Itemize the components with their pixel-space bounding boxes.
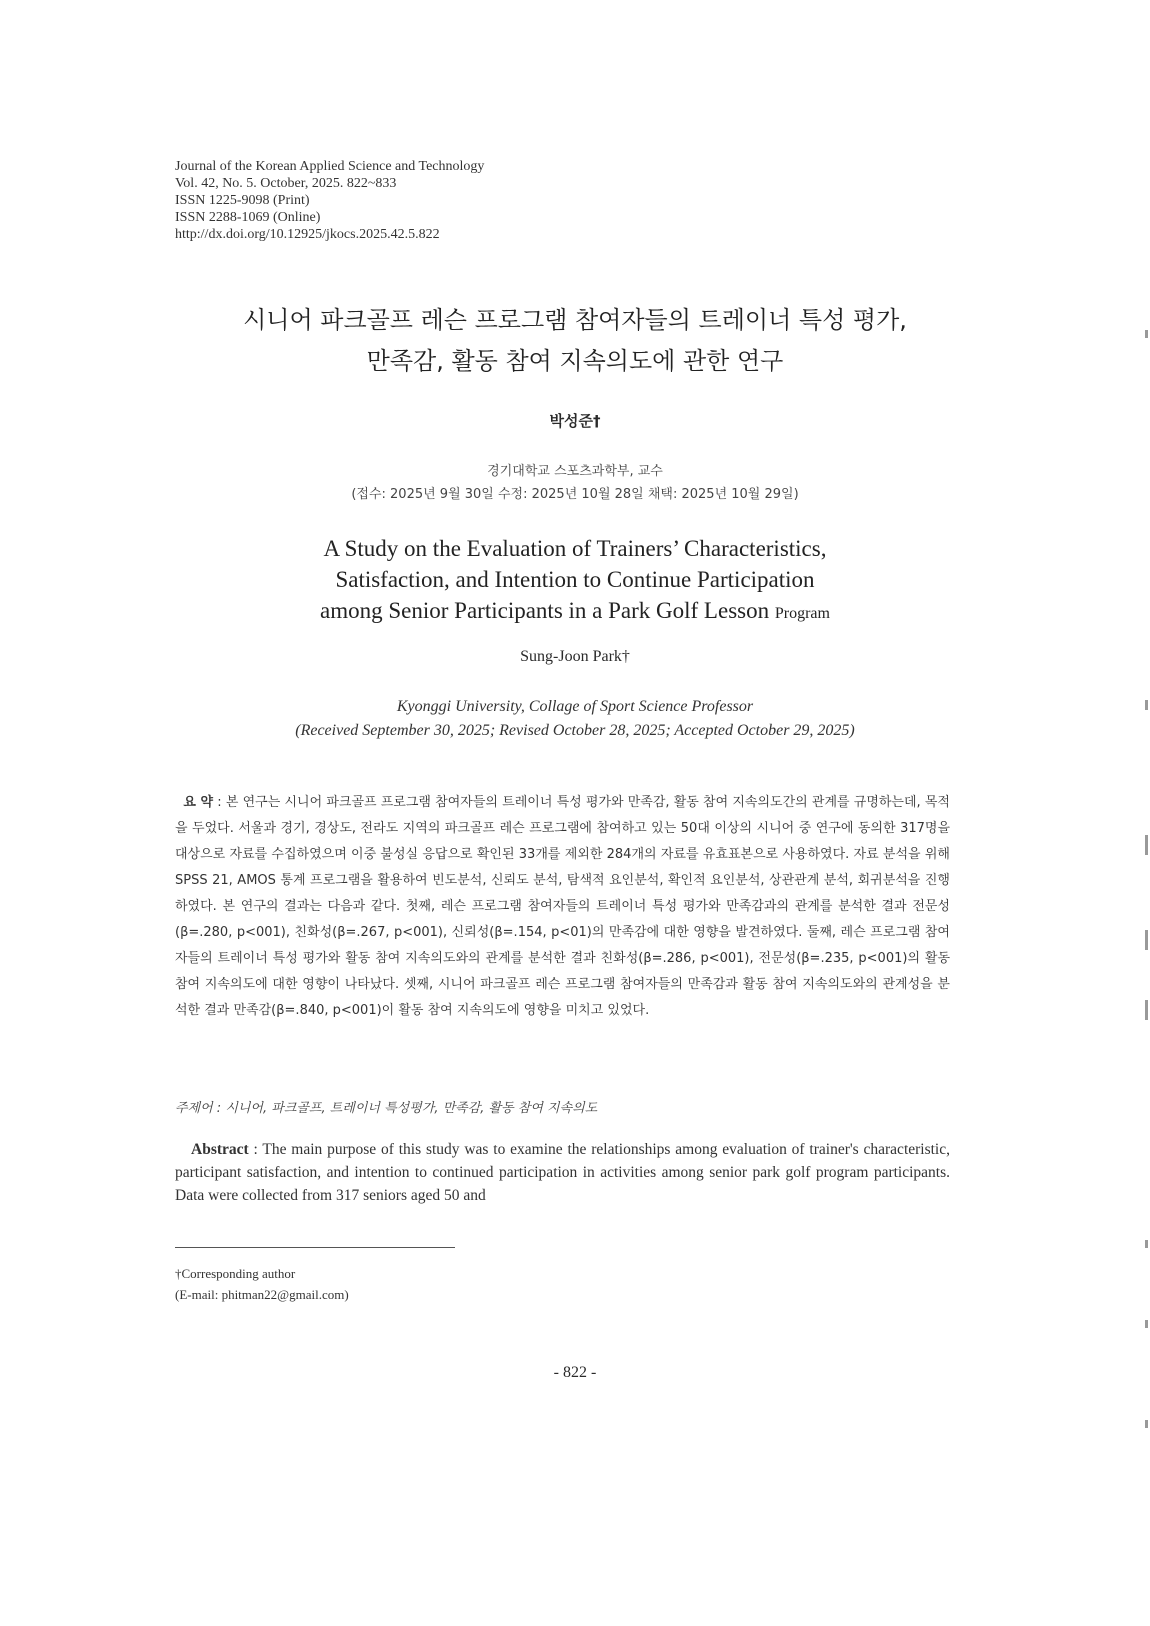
abstract-korean — [175, 790, 950, 1024]
title-english — [0, 533, 1150, 629]
issn-online: ISSN 2288-1069 (Online) — [175, 210, 321, 225]
edge-mark — [1145, 330, 1148, 338]
author-korean: 박성준† — [549, 412, 601, 430]
abstract-english-label: Abstract — [191, 1141, 249, 1158]
title-english-line3 — [0, 595, 1150, 629]
title-korean-line1: 시니어 파크골프 레슨 프로그램 참여자들의 트레이너 특성 평가, — [243, 306, 907, 334]
footnote-divider — [175, 1247, 455, 1248]
affiliation-korean-text: 경기대학교 스포츠과학부, 교수 — [487, 464, 663, 479]
abstract-english — [175, 1138, 950, 1207]
doi-link[interactable]: http://dx.doi.org/10.12925/jkocs.2025.42.5.822 — [175, 227, 440, 242]
edge-mark — [1145, 1240, 1148, 1248]
keywords-korean: 주제어 : 시니어, 파크골프, 트레이너 특성평가, 만족감, 활동 참여 지속의도 — [175, 1101, 598, 1116]
affiliation-korean — [0, 460, 1150, 506]
edge-mark — [1145, 1000, 1148, 1020]
title-korean — [0, 300, 1150, 382]
journal-name: Journal of the Korean Applied Science and Technology — [175, 159, 485, 174]
volume-info: Vol. 42, No. 5. October, 2025. 822~833 — [175, 176, 397, 191]
edge-mark — [1145, 1420, 1148, 1428]
title-english-line2: Satisfaction, and Intention to Continue Participation — [335, 567, 815, 592]
page-number: - 822 - — [553, 1364, 597, 1381]
title-english-line1: A Study on the Evaluation of Trainers’ Characteristics, — [323, 536, 827, 561]
edge-mark — [1145, 930, 1148, 950]
dates-english: (Received September 30, 2025; Revised October 28, 2025; Accepted October 29, 2025) — [295, 722, 855, 739]
title-english-line3-text: among Senior Participants in a Park Golf Lesson — [320, 598, 770, 623]
edge-mark — [1145, 1320, 1148, 1328]
footnote — [175, 1263, 349, 1305]
edge-mark — [1145, 835, 1148, 855]
footnote-corresponding: †Corresponding author — [175, 1266, 296, 1281]
author-english: Sung-Joon Park† — [520, 648, 630, 665]
footnote-email: (E-mail: phitman22@gmail.com) — [175, 1287, 349, 1302]
abstract-korean-text: : 본 연구는 시니어 파크골프 프로그램 참여자들의 트레이너 특성 평가와 만족감, 활동 참여 지속의도간의 관계를 규명하는데, 목적을 두었다. 서울과 경기, 경상도, 전라도 지역의 파크골프 레슨 프로그램에 참여하고 있는 50대 이상의 시니어 중 연구에 동의한 317명을 대상으로 자료를 수집하였으며 이중 불성실 응답으로 확인된 33개를 제외한 284개의 자료를 유효표본으로 사용하였다. 자료 분석을 위해 SPSS 21, AMOS 통계 프로그램을 활용하여 빈도분석, 신뢰도 분석, 탐색적 요인분석, 확인적 요인분석, 상관관계 분석, 회귀분석을 진행하였다. 본 연구의 결과는 다음과 같다. 첫째, 레슨 프로그램 참여자들의 트레이너 특성 평가와 만족감과의 관계를 분석한 결과 전문성(β=.280, p<001), 친화성(β=.267, p<001), 신뢰성(β=.154, p<01)의 만족감에 대한 영향을 발견하였다. 둘째, 레슨 프로그램 참여자들의 트레이너 특성 평가와 활동 참여 지속의도와의 관계를 분석한 결과 친화성(β=.286, p<001), 전문성(β=.235, p<001)의 활동 참여 지속의도에 대한 영향이 나타났다. 셋째, 시니어 파크골프 레슨 프로그램 참여자들의 만족감과 활동 참여 지속의도와의 관계성을 분석한 결과 만족감(β=.840, p<001)이 활동 참여 지속의도에 영향을 미치고 있었다. — [175, 795, 950, 1018]
abstract-english-text: : The main purpose of this study was to examine the relationships among evaluation of trainer's characteristic, participant satisfaction, and intention to continued participation in activities among senior park golf program participants. Data were collected from 317 seniors aged 50 and — [175, 1141, 950, 1204]
journal-header — [175, 158, 484, 243]
dates-korean: (접수: 2025년 9월 30일 수정: 2025년 10월 28일 채택: 2025년 10월 29일) — [351, 487, 799, 502]
issn-print: ISSN 1225-9098 (Print) — [175, 193, 310, 208]
affiliation-english — [0, 695, 1150, 743]
affiliation-english-text: Kyonggi University, Collage of Sport Science Professor — [396, 698, 754, 715]
title-korean-line2: 만족감, 활동 참여 지속의도에 관한 연구 — [366, 347, 784, 375]
title-english-line3-small: Program — [774, 605, 830, 622]
abstract-korean-label: 요 약 — [183, 795, 214, 810]
edge-mark — [1145, 700, 1148, 710]
